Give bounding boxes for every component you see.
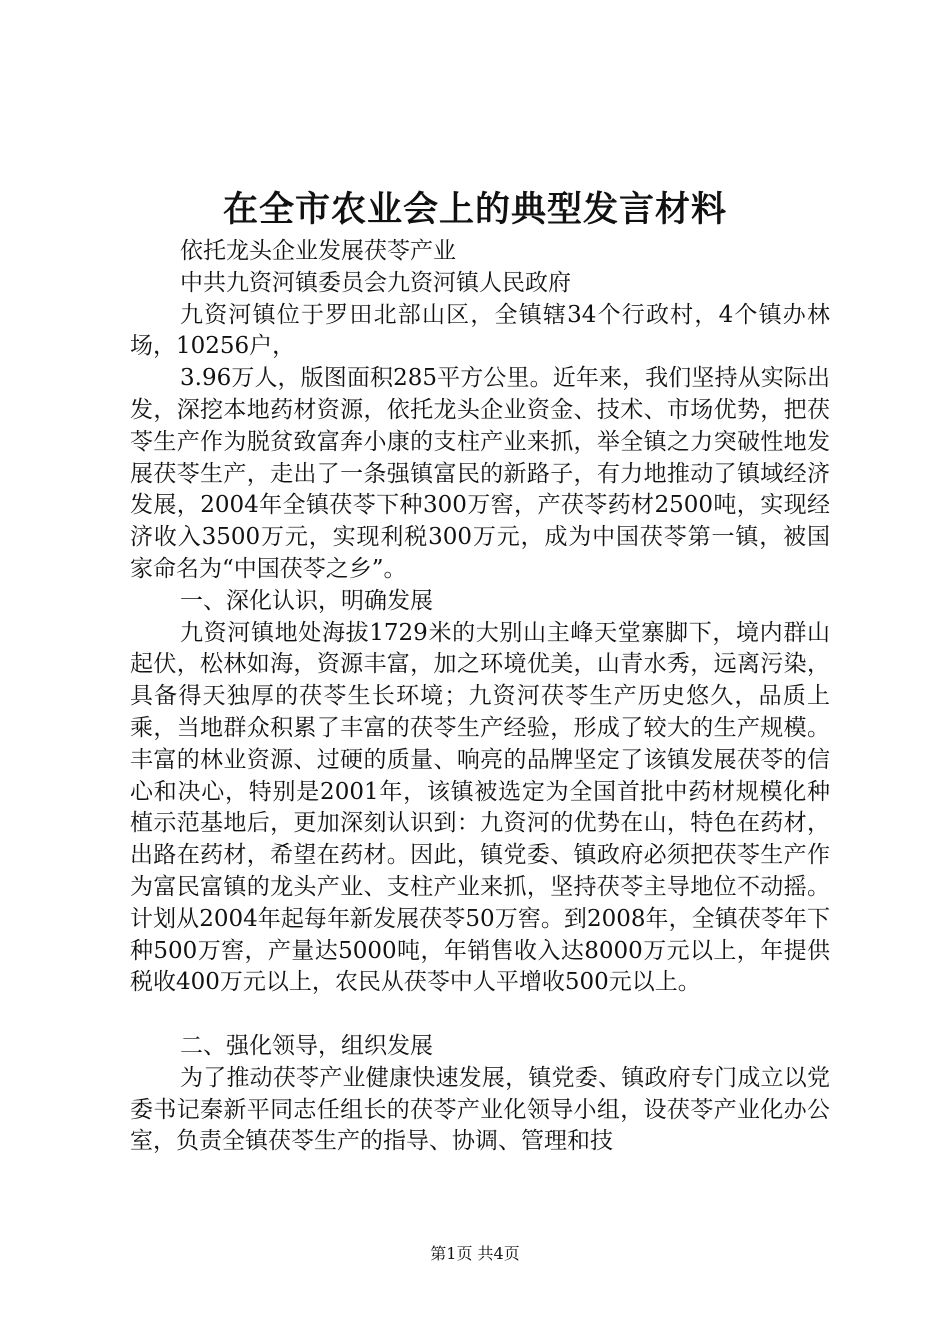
section-heading: 二、强化领导，组织发展 — [180, 1032, 433, 1059]
body-paragraph: 九资河镇地处海拔1729米的大别山主峰天堂寨脚下，境内群山起伏，松林如海，资源丰富，加之环境优美，山青水秀，远离污染，具备得天独厚的茯苓生长环境；九资河茯苓生产历史悠久，品质上乘，当地群众积累了丰富的茯苓生产经验，形成了较大的生产规模。丰富的林业资源、过硬的质量、响亮的品牌坚定了该镇发展茯苓的信心和决心，特别是2001年，该镇被选定为全国首批中药材规模化种植示范基地后，更加深刻认识到：九资河的优势在山，特色在药材，出路在药材，希望在药材。因此，镇党委、镇政府必须把茯苓生产作为富民富镇的龙头产业、支柱产业来抓，坚持茯苓主导地位不动摇。计划从2004年起每年新发展茯苓50万窖。到2008年，全镇茯苓年下种500万窖，产量达5000吨，年销售收入达8000万元以上，年提供税收400万元以上，农民从茯苓中人平增收500元以上。 — [130, 619, 830, 996]
subtitle-paragraph: 依托龙头企业发展茯苓产业 — [180, 238, 456, 264]
body-paragraph: 为了推动茯苓产业健康快速发展，镇党委、镇政府专门成立以党委书记秦新平同志任组长的茯苓产业化领导小组，设茯苓产业化办公室，负责全镇茯苓生产的指导、协调、管理和技 — [130, 1064, 830, 1155]
author-paragraph: 中共九资河镇委员会九资河镇人民政府 — [180, 269, 571, 296]
document-body — [130, 236, 830, 1158]
body-paragraph: 九资河镇位于罗田北部山区，全镇辖34个行政村，4个镇办林场，10256户， — [130, 301, 830, 360]
section-heading: 一、深化认识，明确发展 — [180, 587, 433, 614]
document-title: 在全市农业会上的典型发言材料 — [222, 189, 727, 230]
body-paragraph: 3.96万人，版图面积285平方公里。近年来，我们坚持从实际出发，深挖本地药材资源，依托龙头企业资金、技术、市场优势，把茯苓生产作为脱贫致富奔小康的支柱产业来抓，举全镇之力突破性地发展茯苓生产，走出了一条强镇富民的新路子，有力地推动了镇域经济发展，2004年全镇茯苓下种300万窖，产茯苓药材2500吨，实现经济收入3500万元，实现利税300万元，成为中国茯苓第一镇，被国家命名为“中国茯苓之乡”。 — [130, 365, 830, 582]
page-number-footer: 第1页 共4页 — [430, 1244, 520, 1263]
